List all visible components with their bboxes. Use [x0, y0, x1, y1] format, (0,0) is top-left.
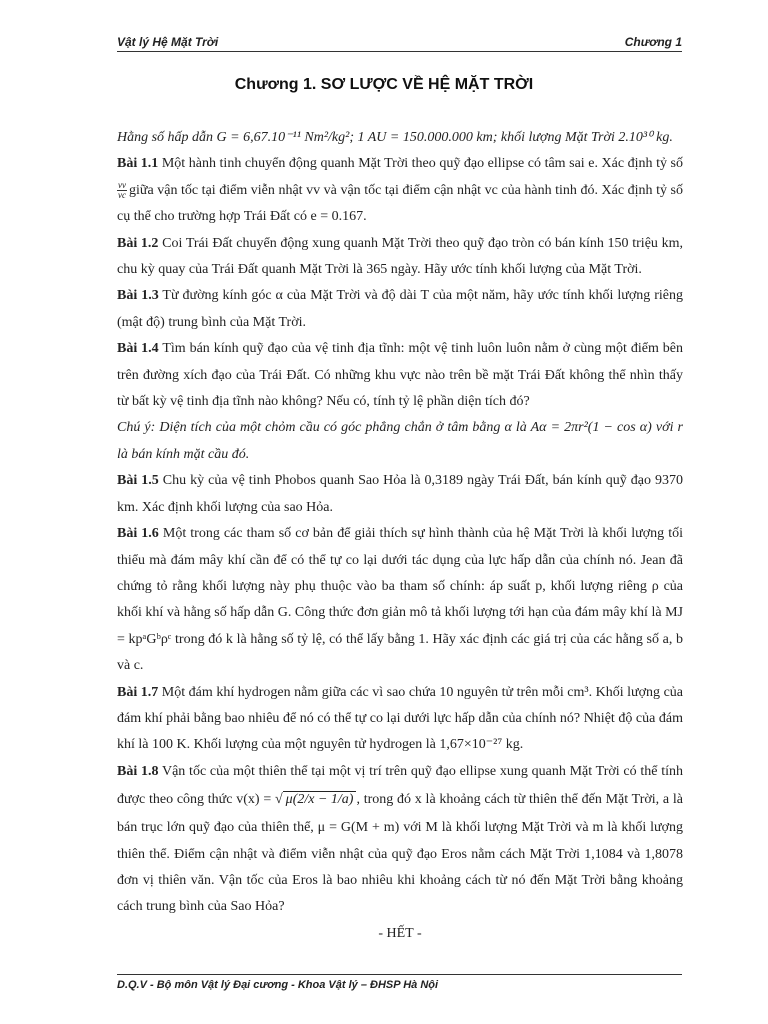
problem-label: Bài 1.6 — [117, 526, 159, 542]
fraction-denominator: vc — [118, 190, 126, 201]
problem-1-6 — [117, 521, 683, 679]
fraction-numerator: vv — [118, 180, 126, 191]
problem-text: Tìm bán kính quỹ đạo của vệ tinh địa tĩnh: một vệ tinh luôn luôn nằm ở cùng một điểm bên trên đường xích đạo của Trái Đất. Có những khu vực nào trên bề mặt Trái Đất không thể nhìn thấy từ bất kỳ vệ tinh địa tĩnh nào không? Nếu có, tính tỷ lệ phần diện tích đó? — [117, 341, 683, 410]
problem-text: Một hành tinh chuyển động quanh Mặt Trời theo quỹ đạo ellipse có tâm sai e. Xác định tỷ số — [158, 156, 683, 172]
constants-line: Hằng số hấp dẫn G = 6,67.10⁻¹¹ Nm²/kg²; 1 AU = 150.000.000 km; khối lượng Mặt Trời 2.10³⁰ kg. — [117, 130, 673, 145]
end-mark: - HẾT - — [378, 925, 422, 941]
problem-1-4 — [117, 336, 683, 415]
problem-text: Một trong các tham số cơ bản để giải thích sự hình thành của hệ Mặt Trời là khối lượng tối thiểu mà đám mây khí cần để có thể tự co lại dưới tác dụng của lực hấp dẫn của chính nó. Jean đã chứng tỏ rằng khối lượng này phụ thuộc vào ba tham số chính: áp suất p, khối lượng riêng ρ của khối khí và hằng số hấp dẫn G. Công thức đơn giản mô tả khối lượng tới hạn của đám mây khí là MJ = kpᵃGᵇρᶜ trong đó k là hằng số tỷ lệ, có thể lấy bằng 1. Hãy xác định các giá trị của các hằng số a, b và c. — [117, 526, 683, 674]
problem-text: Coi Trái Đất chuyển động xung quanh Mặt Trời theo quỹ đạo tròn có bán kính 150 triệu km, chu kỳ quay của Trái Đất quanh Mặt Trời là 365 ngày. Hãy ước tính khối lượng của Mặt Trời. — [117, 235, 683, 278]
problem-text-continued: giữa vận tốc tại điểm viễn nhật vv và vận tốc tại điểm cận nhật vc của hành tinh đó. Xác định tỷ số cụ thể cho trường hợp Trái Đất có e = 0.167. — [117, 182, 683, 225]
problem-1-8 — [117, 759, 683, 921]
problem-label: Bài 1.5 — [117, 473, 159, 489]
problem-1-7 — [117, 680, 683, 759]
header-left: Vật lý Hệ Mặt Trời — [117, 35, 219, 49]
page-header — [117, 35, 682, 51]
problem-label: Bài 1.7 — [117, 684, 159, 700]
velocity-ratio-fraction — [117, 181, 127, 200]
velocity-formula: √ μ(2/x − 1/a) — [275, 785, 356, 815]
problem-text: Vận tốc của một thiên thể tại một vị trí trên quỹ đạo ellipse xung quanh Mặt Trời có thể tính — [158, 763, 683, 779]
header-right: Chương 1 — [624, 35, 682, 49]
footer-divider — [117, 974, 682, 975]
problem-1-3 — [117, 283, 683, 336]
problem-1-1 — [117, 151, 683, 230]
chapter-title: Chương 1. SƠ LƯỢC VỀ HỆ MẶT TRỜI — [234, 76, 534, 93]
problem-label: Bài 1.4 — [117, 341, 159, 357]
problem-label: Bài 1.3 — [117, 288, 159, 304]
problem-label: Bài 1.1 — [117, 156, 159, 172]
problem-text-continued: , trong đó x là khoảng cách từ thiên thể đến Mặt Trời, a là bán trục lớn quỹ đạo của thiên thể, μ = G(M + m) với M là khối lượng Mặt Trời và m là khối lượng thiên thể. Điểm cận nhật và điểm viễn nhật của quỹ đạo Eros nằm cách Mặt Trời 1,1084 và 1,8078 đơn vị thiên văn. Vận tốc của Eros là bao nhiêu khi khoảng cách từ nó đến Mặt Trời bằng khoảng cách trung bình của Sao Hỏa? — [117, 792, 683, 915]
formula-prefix: được theo công thức v(x) = — [117, 792, 275, 808]
problem-1-4-note: Chú ý: Diện tích của một chỏm cầu có góc phẳng chắn ở tâm bằng α là Aα = 2πr²(1 − cos α) với r là bán kính mặt cầu đó. — [117, 420, 683, 462]
formula-radicand: μ(2/x − 1/a) — [283, 791, 357, 807]
problem-1-5 — [117, 468, 683, 521]
problem-text: Từ đường kính góc α của Mặt Trời và độ dài T của một năm, hãy ước tính khối lượng riêng (mật độ) trung bình của Mặt Trời. — [117, 288, 683, 330]
page-footer: D.Q.V - Bộ môn Vật lý Đại cương - Khoa Vật lý – ĐHSP Hà Nội — [117, 979, 439, 991]
problem-label: Bài 1.2 — [117, 235, 159, 251]
problem-list — [117, 125, 683, 947]
problem-1-2 — [117, 231, 683, 284]
problem-text: Một đám khí hydrogen nằm giữa các vì sao chứa 10 nguyên tử trên mỗi cm³. Khối lượng của đám khí phải bằng bao nhiêu để nó có thể tự co lại dưới lực hấp dẫn của chính nó? Nhiệt độ của đám khí là 100 K. Khối lượng của một nguyên tử hydrogen là 1,67×10⁻²⁷ kg. — [117, 684, 683, 753]
header-divider — [117, 51, 682, 52]
problem-text: Chu kỳ của vệ tinh Phobos quanh Sao Hỏa là 0,3189 ngày Trái Đất, bán kính quỹ đạo 9370 km. Xác định khối lượng của sao Hỏa. — [117, 473, 683, 515]
problem-label: Bài 1.8 — [117, 763, 159, 779]
